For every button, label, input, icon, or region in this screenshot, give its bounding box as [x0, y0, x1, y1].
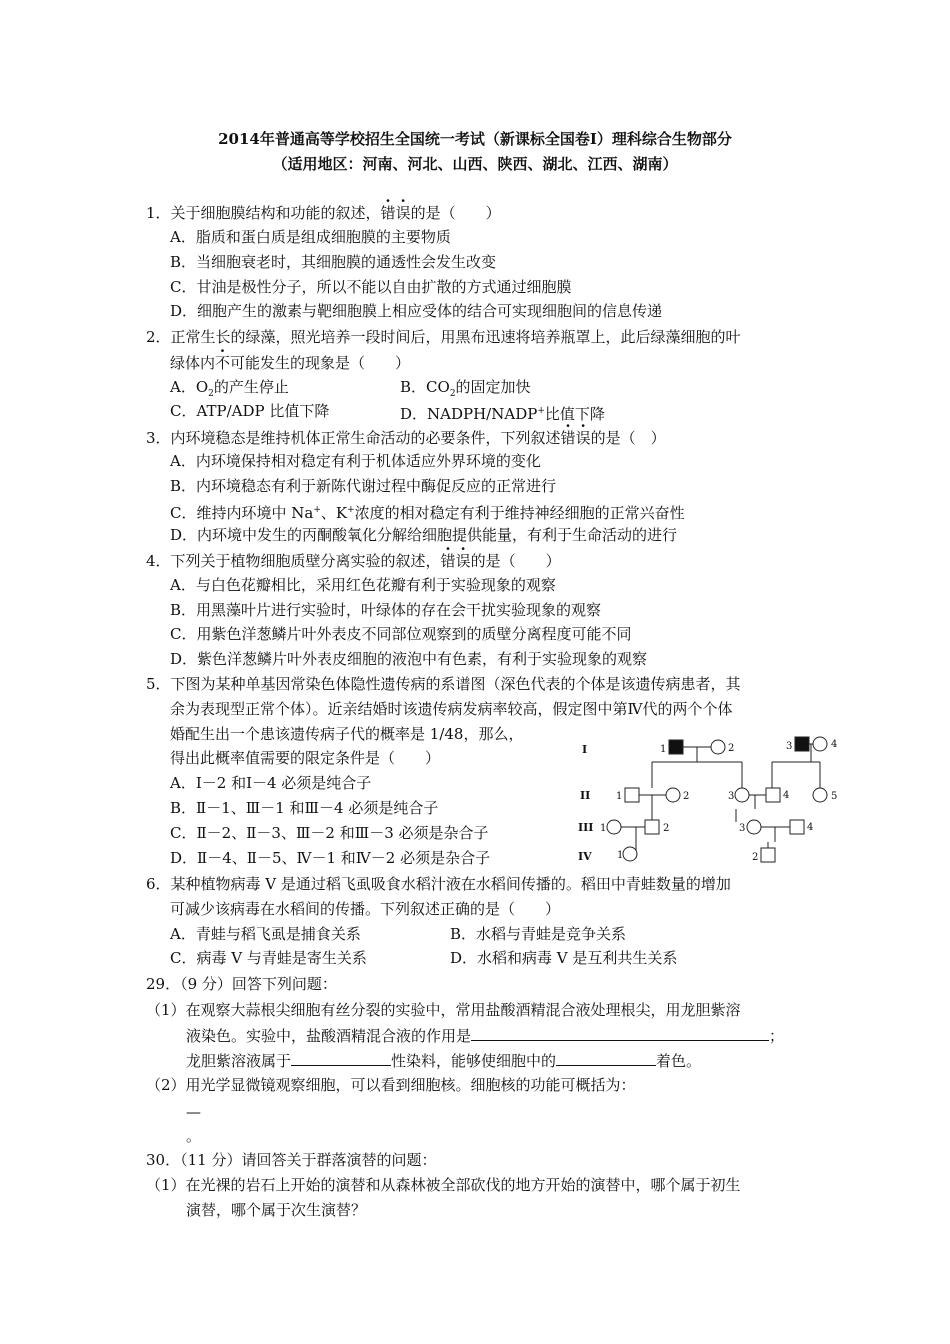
q3-option-a: A．内环境保持相对稳定有利于机体适应外界环境的变化	[170, 452, 541, 470]
q4-stem: 4．下列关于植物细胞质壁分离实验的叙述，错误的是（ ）	[146, 552, 561, 570]
pedigree-male	[790, 820, 804, 834]
q5-stem-line2: 余为表现型正常个体）。近亲结婚时该遗传病发病率较高，假定图中第Ⅳ代的两个个体	[170, 700, 733, 718]
generation-label: I	[582, 743, 588, 756]
pedigree-female	[666, 788, 680, 802]
q1-option-a: A．脂质和蛋白质是组成细胞膜的主要物质	[170, 228, 451, 246]
q2-option-c: C．ATP/ADP 比值下降	[170, 402, 330, 420]
individual-number: 2	[683, 791, 690, 802]
q29-p2-line1: （2）用光学显微镜观察细胞，可以看到细胞核。细胞核的功能可概括为：	[146, 1076, 636, 1094]
individual-number: 1	[617, 850, 624, 861]
q6-option-d: D．水稻和病毒 V 是互利共生关系	[450, 949, 678, 967]
q29-p1-line2: 液染色。实验中，盐酸酒精混合液的作用是 ；	[186, 1027, 785, 1045]
pedigree-female	[623, 847, 637, 861]
answer-blank[interactable]	[556, 1050, 656, 1066]
pedigree-female	[607, 820, 621, 834]
q29-p2-end: 。	[186, 1127, 202, 1145]
q30-heading: 30．（11 分）请回答关于群落演替的问题：	[146, 1151, 437, 1169]
q5-stem-line3: 婚配生出一个患该遗传病子代的概率是 1/48，那么，	[170, 725, 524, 743]
pedigree-female	[735, 788, 749, 802]
q6-option-a: A．青蛙与稻飞虱是捕食关系	[170, 925, 361, 943]
individual-number: 2	[663, 823, 670, 834]
q5-option-d: D．Ⅱ－4、Ⅱ－5、Ⅳ－1 和Ⅳ－2 必须是杂合子	[170, 849, 491, 867]
q3-option-b: B．内环境稳态有利于新陈代谢过程中酶促反应的正常进行	[170, 477, 557, 495]
pedigree-male	[625, 788, 639, 802]
q4-option-d: D．紫色洋葱鳞片叶外表皮细胞的液泡中有色素，有利于实验现象的观察	[170, 650, 648, 668]
q2-stem-line1: 2．正常生长的绿藻，照光培养一段时间后，用黑布迅速将培养瓶罩上，此后绿藻细胞的叶	[146, 328, 741, 346]
q1-option-d: D．细胞产生的激素与靶细胞膜上相应受体的结合可实现细胞间的信息传递	[170, 302, 663, 320]
q5-stem-line1: 5．下图为某种单基因常染色体隐性遗传病的系谱图（深色代表的个体是该遗传病患者，其	[146, 675, 741, 693]
pedigree-male	[766, 788, 780, 802]
pedigree-female	[813, 737, 827, 751]
q1-option-b: B．当细胞衰老时，其细胞膜的通透性会发生改变	[170, 253, 497, 271]
generation-label: III	[578, 821, 594, 834]
emphasis-char: 误	[455, 552, 471, 570]
q29-p1-line1: （1）在观察大蒜根尖细胞有丝分裂的实验中，常用盐酸酒精混合液处理根尖，用龙胆紫溶	[146, 1001, 741, 1019]
exam-subtitle: （适用地区：河南、河北、山西、陕西、湖北、江西、湖南）	[272, 155, 678, 173]
emphasis-char: 错	[440, 552, 456, 570]
pedigree-female	[747, 820, 761, 834]
q5-option-a: A．Ⅰ－2 和Ⅰ－4 必须是纯合子	[170, 774, 372, 792]
q29-p1-line3: 龙胆紫溶液属于 性染料，能够使细胞中的 着色。	[186, 1052, 702, 1070]
individual-number: 3	[786, 741, 793, 752]
q5-option-c: C．Ⅱ－2、Ⅱ－3、Ⅲ－2 和Ⅲ－3 必须是杂合子	[170, 824, 489, 842]
emphasis-char: 错	[380, 204, 396, 222]
q4-option-b: B．用黑藻叶片进行实验时，叶绿体的存在会干扰实验现象的观察	[170, 601, 602, 619]
individual-number: 2	[728, 743, 735, 754]
q5-stem-line4: 得出此概率值需要的限定条件是（ ）	[170, 749, 441, 767]
pedigree-male-affected	[669, 740, 683, 754]
pedigree-female	[813, 788, 827, 802]
pedigree-male-affected	[795, 737, 809, 751]
emphasis-char: 误	[395, 204, 411, 222]
emphasis-char: 误	[575, 429, 591, 447]
individual-number: 1	[616, 791, 623, 802]
q2-option-d: D．NADPH/NADP+比值下降	[400, 405, 605, 423]
q4-option-c: C．用紫色洋葱鳞片叶外表皮不同部位观察到的质壁分离程度可能不同	[170, 625, 632, 643]
q1-option-c: C．甘油是极性分子，所以不能以自由扩散的方式通过细胞膜	[170, 278, 572, 296]
q6-option-c: C．病毒 V 与青蛙是寄生关系	[170, 949, 367, 967]
q6-option-b: B．水稻与青蛙是竞争关系	[450, 925, 627, 943]
q3-option-d: D．内环境中发生的丙酮酸氧化分解给细胞提供能量，有利于生命活动的进行	[170, 526, 678, 544]
generation-label: IV	[578, 850, 592, 863]
emphasis-char: 错	[560, 429, 576, 447]
pedigree-chart	[570, 732, 850, 867]
q30-p1-line1: （1）在光裸的岩石上开始的演替和从森林被全部砍伐的地方开始的演替中，哪个属于初生	[146, 1176, 741, 1194]
q3-stem: 3．内环境稳态是维持机体正常生命活动的必要条件，下列叙述错误的是（ ）	[146, 429, 666, 447]
q3-option-c: C．维持内环境中 Na+、K+浓度的相对稳定有利于维持神经细胞的正常兴奋性	[170, 504, 685, 522]
individual-number: 4	[807, 822, 814, 833]
pedigree-male	[645, 820, 659, 834]
answer-blank[interactable]	[291, 1050, 391, 1066]
q2-option-a: A．$O_2$的产生停止	[170, 378, 289, 399]
q30-p1-line2: 演替，哪个属于次生演替？	[186, 1201, 367, 1219]
individual-number: 2	[752, 852, 759, 863]
individual-number: 5	[831, 791, 838, 802]
exam-title: 2014年普通高等学校招生全国统一考试（新课标全国卷Ⅰ）理科综合生物部分	[218, 130, 732, 148]
q1-stem: 1．关于细胞膜结构和功能的叙述，错误的是（ ）	[146, 204, 501, 222]
q6-stem-line2: 可减少该病毒在水稻间的传播。下列叙述正确的是（ ）	[170, 900, 561, 918]
q29-heading: 29．（9 分）回答下列问题：	[146, 975, 337, 993]
pedigree-male	[761, 848, 775, 862]
q6-stem-line1: 6．某种植物病毒 V 是通过稻飞虱吸食水稻汁液在水稻间传播的。稻田中青蛙数量的增加	[146, 875, 731, 893]
answer-blank-dash[interactable]: —	[186, 1103, 201, 1121]
individual-number: 4	[831, 739, 838, 750]
pedigree-female	[711, 740, 725, 754]
individual-number: 1	[600, 823, 607, 834]
individual-number: 1	[660, 744, 667, 755]
q2-option-b: B．$CO_2$的固定加快	[400, 378, 531, 399]
individual-number: 3	[739, 823, 746, 834]
generation-label: II	[580, 789, 591, 802]
individual-number: 3	[728, 791, 735, 802]
q2-stem-line2: 绿体内不可能发生的现象是（ ）	[170, 354, 411, 372]
individual-number: 4	[783, 790, 790, 801]
q5-option-b: B．Ⅱ－1、Ⅲ－1 和Ⅲ－4 必须是纯合子	[170, 799, 439, 817]
emphasis-char: 不	[215, 354, 231, 372]
q4-option-a: A．与白色花瓣相比，采用红色花瓣有利于实验现象的观察	[170, 576, 556, 594]
answer-blank[interactable]	[471, 1025, 769, 1041]
